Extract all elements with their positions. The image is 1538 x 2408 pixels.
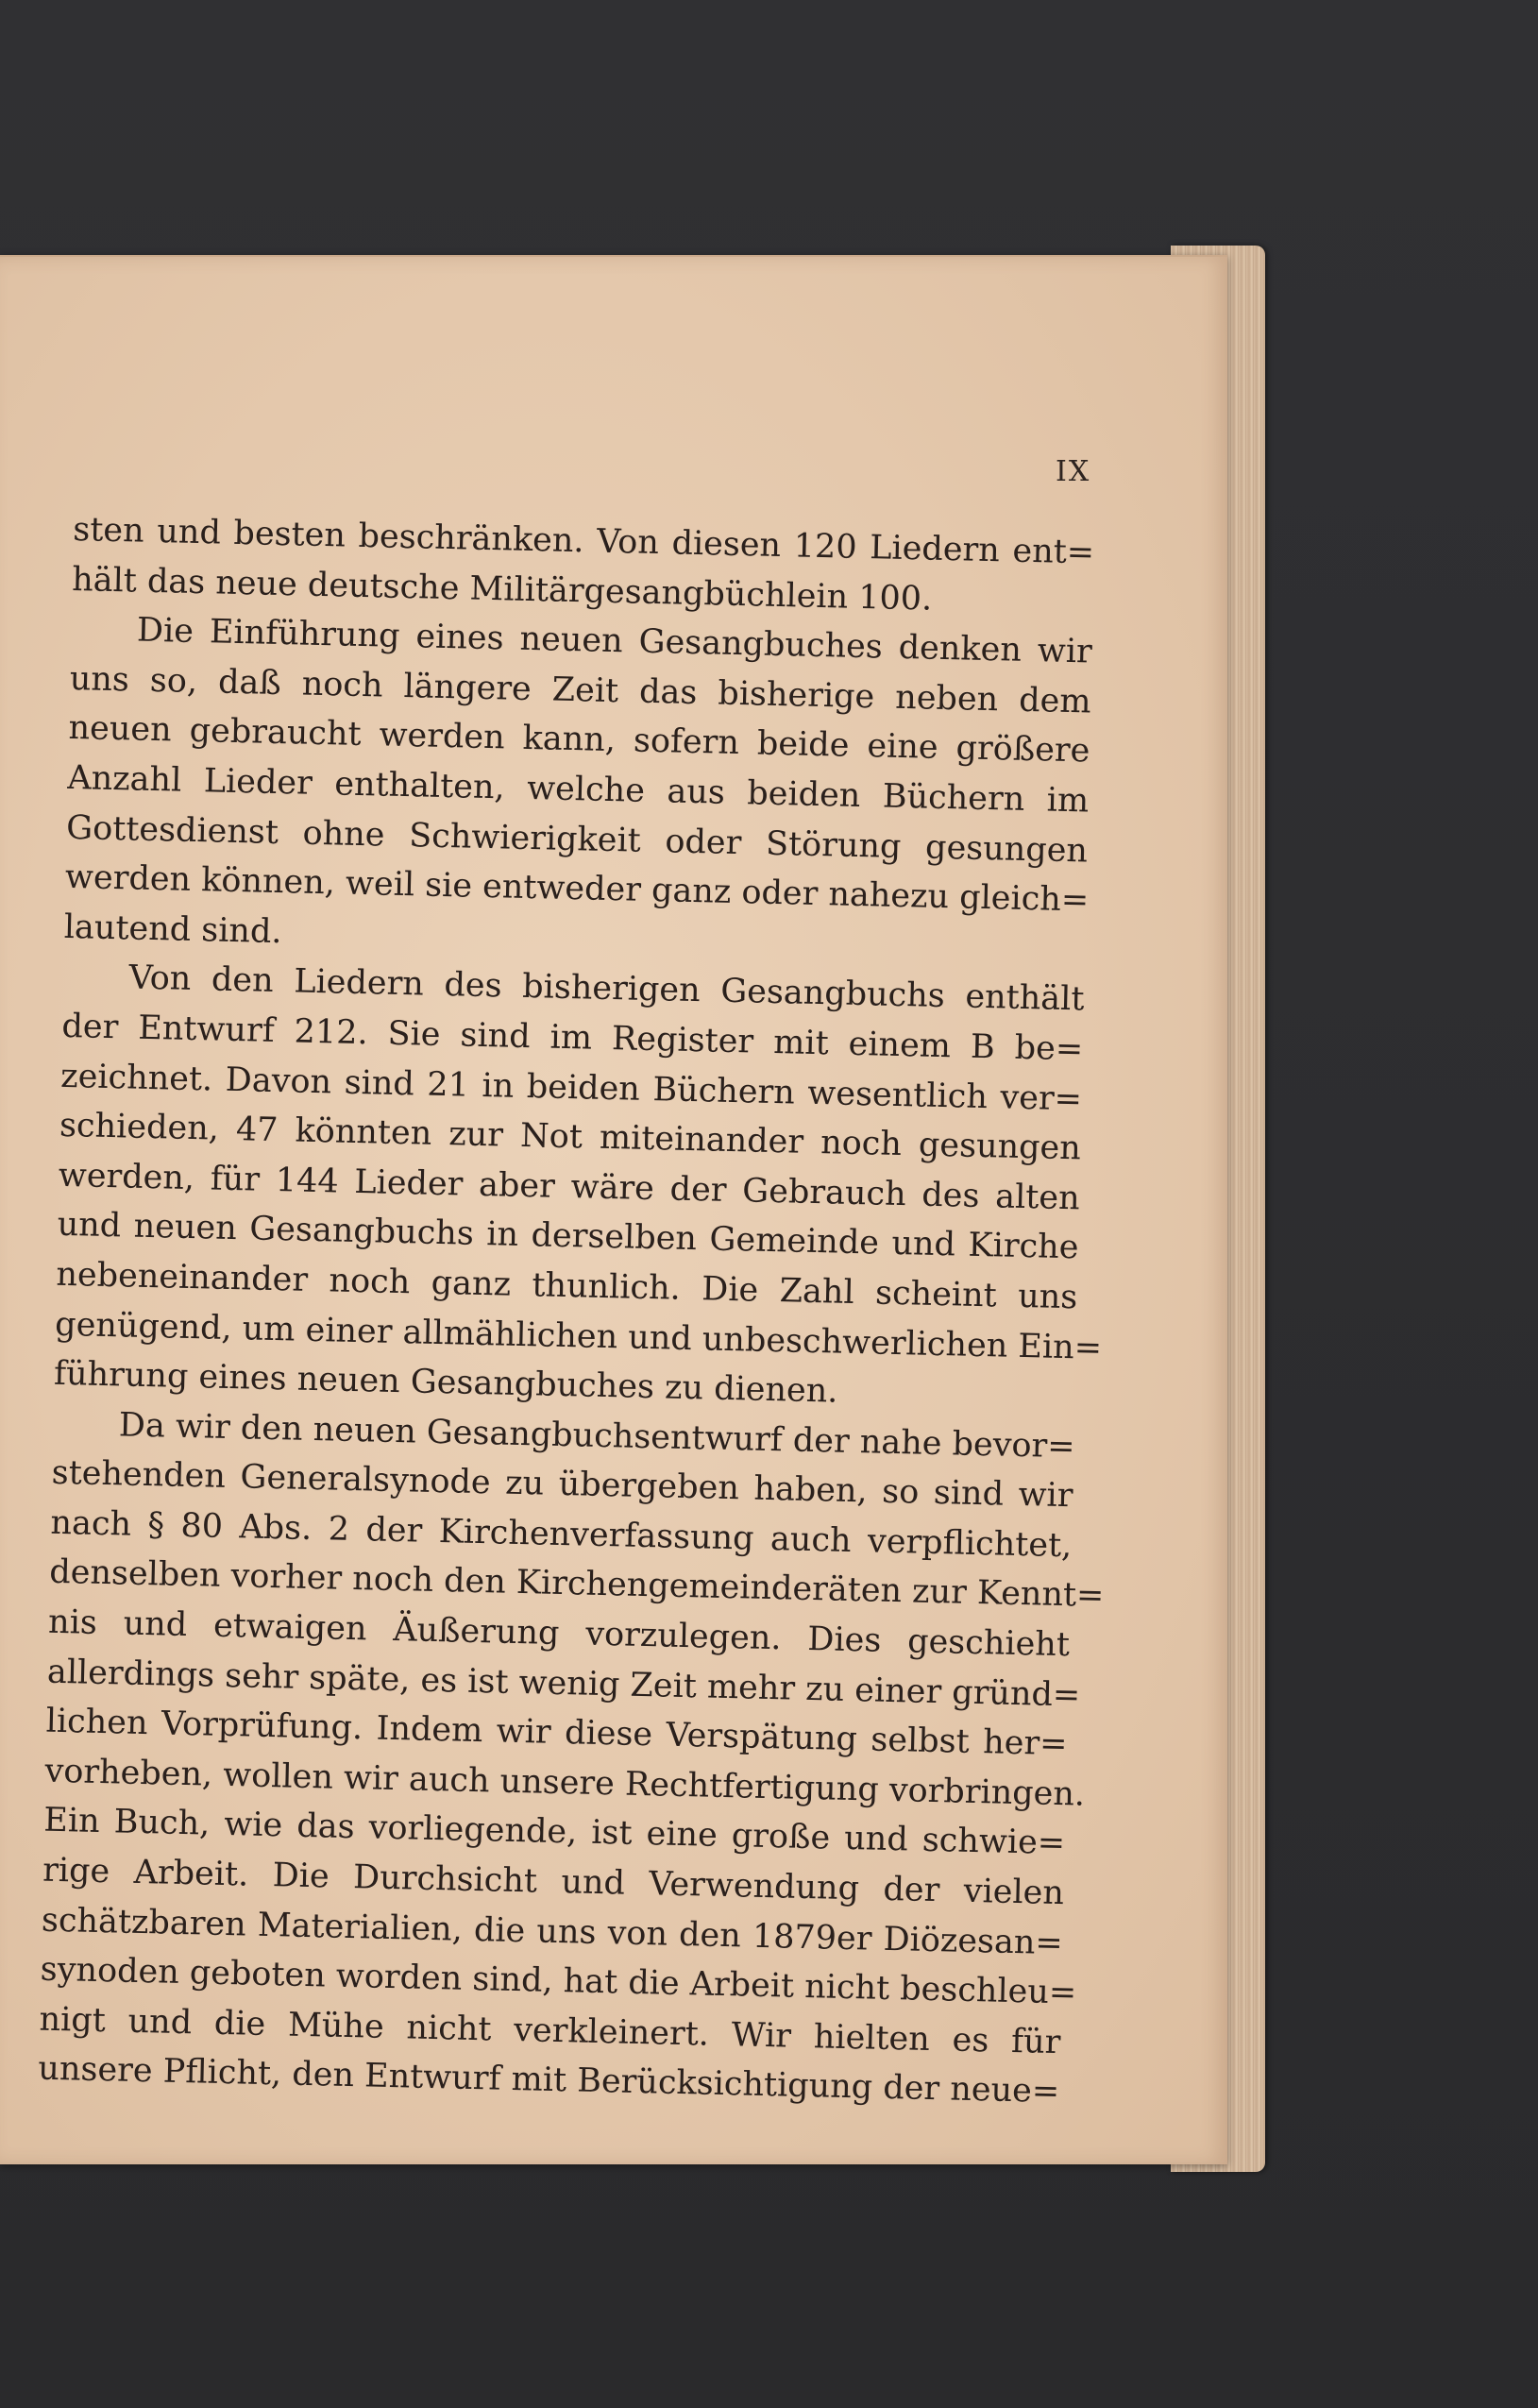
text-line: stehenden Generalsynode zu übergeben haben, so sind wir — [51, 1454, 1073, 1516]
text-line: der Entwurf 212. Sie sind im Register mit einem B be= — [61, 1007, 1084, 1069]
text-line: zeichnet. Davon sind 21 in beiden Büchern wesentlich ver= — [59, 1057, 1083, 1118]
text-line: genügend, um einer allmählichen und unbeschwerlichen Ein= — [54, 1305, 1103, 1367]
text-line: Die Einführung eines neuen Gesangbuches denken wir — [136, 611, 1093, 671]
text-line: Anzahl Lieder enthalten, welche aus beiden Büchern im — [66, 758, 1090, 821]
text-line: werden, für 144 Lieder aber wäre der Gebrauch des alten — [58, 1156, 1081, 1218]
text-line: Ein Buch, wie das vorliegende, ist eine große und schwie= — [42, 1802, 1066, 1863]
text-line: Gottesdienst ohne Schwierigkeit oder Störung gesungen — [65, 808, 1089, 871]
text-line: denselben vorher noch den Kirchengemeinderäten zur Kennt= — [48, 1553, 1105, 1616]
text-line: hält das neue deutsche Militärgesangbüchlein 100. — [71, 560, 933, 619]
text-line: vorheben, wollen wir auch unsere Rechtfertigung vorbringen. — [44, 1752, 1086, 1814]
text-line: nebeneinander noch ganz thunlich. Die Zahl scheint uns — [56, 1255, 1078, 1317]
text-line: und neuen Gesangbuchs in derselben Gemeinde und Kirche — [57, 1206, 1079, 1267]
text-line: schieden, 47 könnten zur Not miteinander noch gesungen — [59, 1106, 1082, 1168]
text-line: uns so, daß noch längere Zeit das bisherige neben dem — [69, 659, 1092, 721]
text-line: Von den Liedern des bisherigen Gesangbuchs enthält — [128, 958, 1085, 1019]
text-line: nis und etwaigen Äußerung vorzulegen. Dies geschieht — [47, 1603, 1071, 1665]
text-line: Da wir den neuen Gesangbuchsentwurf der nahe bevor= — [118, 1406, 1076, 1467]
page-number: IX — [1056, 455, 1091, 488]
text-line: neuen gebraucht werden kann, sofern beide eine größere — [68, 709, 1090, 771]
text-line: führung eines neuen Gesangbuches zu dienen. — [53, 1354, 838, 1411]
text-line: allerdings sehr späte, es ist wenig Zeit mehr zu einer gründ= — [46, 1653, 1081, 1715]
text-line: lichen Vorprüfung. Indem wir diese Verspätung selbst her= — [45, 1702, 1068, 1764]
text-line: synoden geboten worden sind, hat die Arbeit nicht beschleu= — [40, 1950, 1077, 2012]
text-line: rige Arbeit. Die Durchsicht und Verwendung der vielen — [42, 1851, 1065, 1913]
text-line: lautend sind. — [63, 907, 282, 951]
text-line: sten und besten beschränken. Von diesen 120 Liedern ent= — [72, 510, 1095, 572]
text-line: unsere Pflicht, den Entwurf mit Berücksichtigung der neue= — [37, 2049, 1060, 2111]
text-line: nach § 80 Abs. 2 der Kirchenverfassung auch verpflichtet, — [50, 1503, 1073, 1566]
text-line: schätzbaren Materialien, die uns von den 1879er Diözesan= — [41, 1901, 1064, 1962]
body-text — [37, 505, 1105, 2117]
text-line: werden können, weil sie entweder ganz oder nahezu gleich= — [64, 858, 1090, 920]
text-line: nigt und die Mühe nicht verkleinert. Wir hielten es für — [39, 2000, 1061, 2061]
